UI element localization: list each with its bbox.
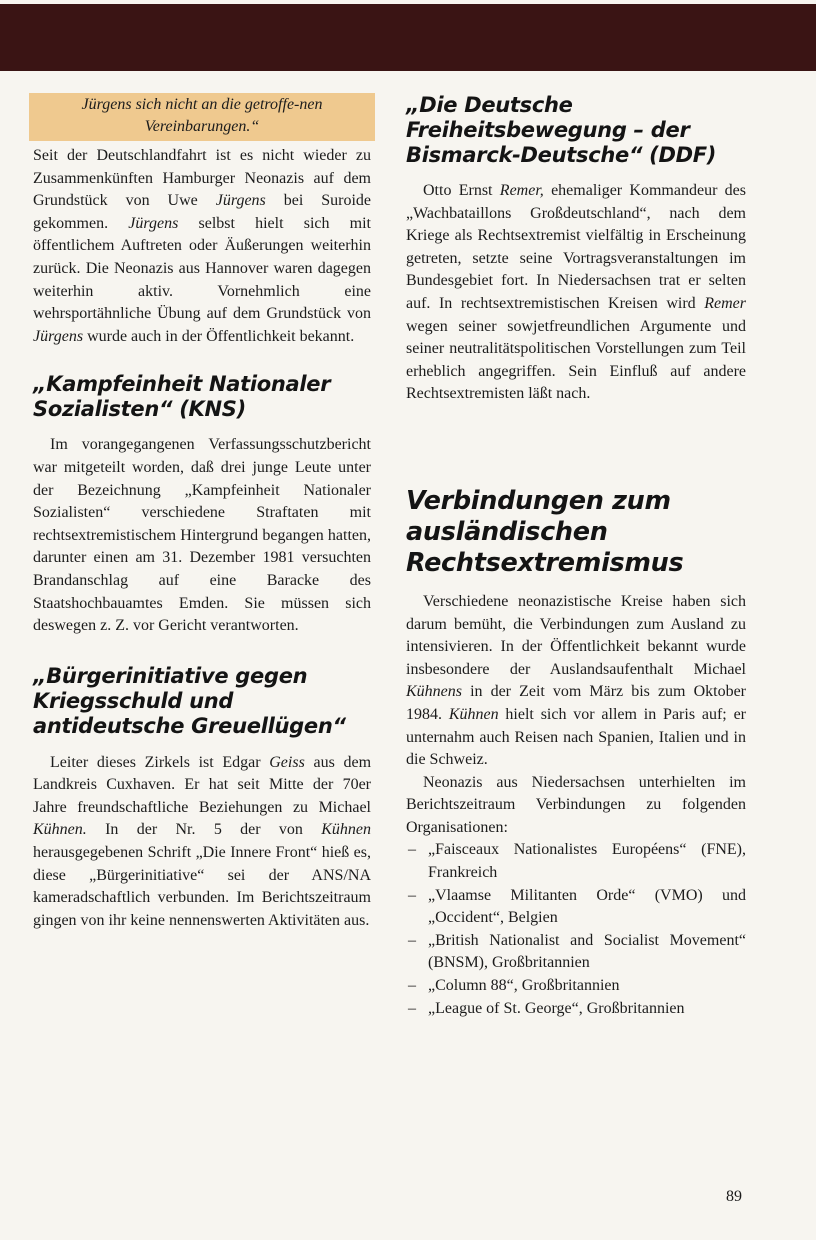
right-column	[406, 93, 746, 1020]
italic-name: Kühnen	[448, 705, 499, 723]
verbindungen-heading: Verbindungen zum ausländischen Rechtsextremismus	[406, 485, 684, 578]
verbindungen-paragraph-1: Verschiedene neonazistische Kreise haben sich darum bemüht, die Verbindungen zum Ausland zu intensivieren. In der Öffentlichkeit bekannt wurde insbesondere der Auslandsaufenthalt Michael Kühnens in der Zeit vom März bis zum Oktober 1984. Kühnen hielt sich vor allem in Paris auf; er unternahm auch Reisen nach Spanien, Italien und in die Schweiz.	[406, 592, 747, 769]
italic-name: Kühnen.	[33, 821, 87, 839]
list-item: – „Column 88“, Großbritannien	[406, 975, 746, 998]
ddf-paragraph: Otto Ernst Remer, ehemaliger Kommandeur des „Wachbataillons Großdeutschland“, nach dem Kriege als Rechtsextremist vielfältig in Erscheinung getreten, setzte seine Vortragsveranstaltungen im Bundesgebiet fort. In Niedersachsen trat er selten auf. In rechtsextremistischen Kreisen wird Remer wegen seiner sowjetfreundlichen Argumente und seiner neutralitätspolitischen Vorstellungen zum Teil erheblich angegriffen. Sein Einfluß auf andere Rechtsextremisten läßt nach.	[406, 182, 747, 403]
italic-name: Remer,	[499, 182, 544, 199]
italic-name: Geiss	[269, 753, 305, 771]
italic-name: Kühnen	[321, 821, 371, 839]
page-number: 89	[726, 1188, 742, 1205]
italic-name: Jürgens	[215, 192, 266, 210]
list-item: – „British Nationalist and Socialist Movement“ (BNSM), Großbritannien	[406, 930, 746, 975]
kns-heading: „Kampfeinheit Nationaler Sozialisten“ (KNS)	[33, 372, 331, 422]
organization-list	[406, 839, 746, 1020]
ddf-heading: „Die Deutsche Freiheitsbewegung – der Bismarck-Deutsche“ (DDF)	[406, 93, 717, 167]
list-item: – „League of St. George“, Großbritannien	[406, 998, 746, 1021]
buergerinitiative-heading: „Bürgerinitiative gegen Kriegsschuld und antideutsche Greuellügen“	[33, 663, 346, 738]
kns-paragraph: Im vorangegangenen Verfassungsschutzbericht war mitgeteilt worden, daß drei junge Leute unter der Bezeichnung „Kampfeinheit Nationaler Sozialisten“ verschiedene Straftaten mit rechtsextremistischem Hintergrund begangen hatten, darunter einen am 31. Dezember 1981 versuchten Brandanschlag auf eine Baracke des Staatshochbauamtes Emden. Sie müssen sich deswegen z. Z. vor Gericht verantworten.	[33, 436, 371, 635]
intro-paragraph: Seit der Deutschlandfahrt ist es nicht wieder zu Zusammenkünften Hamburger Neonazis auf dem Grundstück von Uwe Jürgens bei Suroide gekommen. Jürgens selbst hielt sich mit öffentlichem Auftreten oder Äußerungen weiterhin zurück. Die Neonazis aus Hannover waren dagegen weiterhin aktiv. Vornehmlich eine wehrsportähnliche Übung auf dem Grundstück von Jürgens wurde auch in der Öffentlichkeit bekannt.	[33, 147, 371, 345]
italic-name: Remer	[704, 294, 746, 312]
italic-name: Jürgens	[33, 327, 84, 345]
highlighted-quote: Jürgens sich nicht an die getroffe-nen Vereinbarungen.“	[29, 93, 375, 141]
top-color-band	[0, 4, 816, 71]
verbindungen-paragraph-2: Neonazis aus Niedersachsen unterhielten im Berichtszeitraum Verbindungen zu folgenden Organisationen:	[406, 773, 746, 836]
list-item: – „Faisceaux Nationalistes Européens“ (FNE), Frankreich	[406, 839, 746, 884]
left-column	[33, 93, 371, 932]
buergerinitiative-paragraph: Leiter dieses Zirkels ist Edgar Geiss aus dem Landkreis Cuxhaven. Er hat seit Mitte der 70er Jahre freundschaftliche Beziehungen zu Michael Kühnen. In der Nr. 5 der von Kühnen herausgegebenen Schrift „Die Innere Front“ hieß es, diese „Bürgerinitiative“ sei der ANS/NA kameradschaftlich verbunden. Im Berichtszeitraum gingen von ihr keine nennenswerten Aktivitäten aus.	[33, 753, 372, 929]
italic-name: Jürgens	[128, 214, 179, 232]
list-item: – „Vlaamse Militanten Orde“ (VMO) und „Occident“, Belgien	[406, 885, 746, 930]
italic-name: Kühnens	[406, 683, 462, 701]
